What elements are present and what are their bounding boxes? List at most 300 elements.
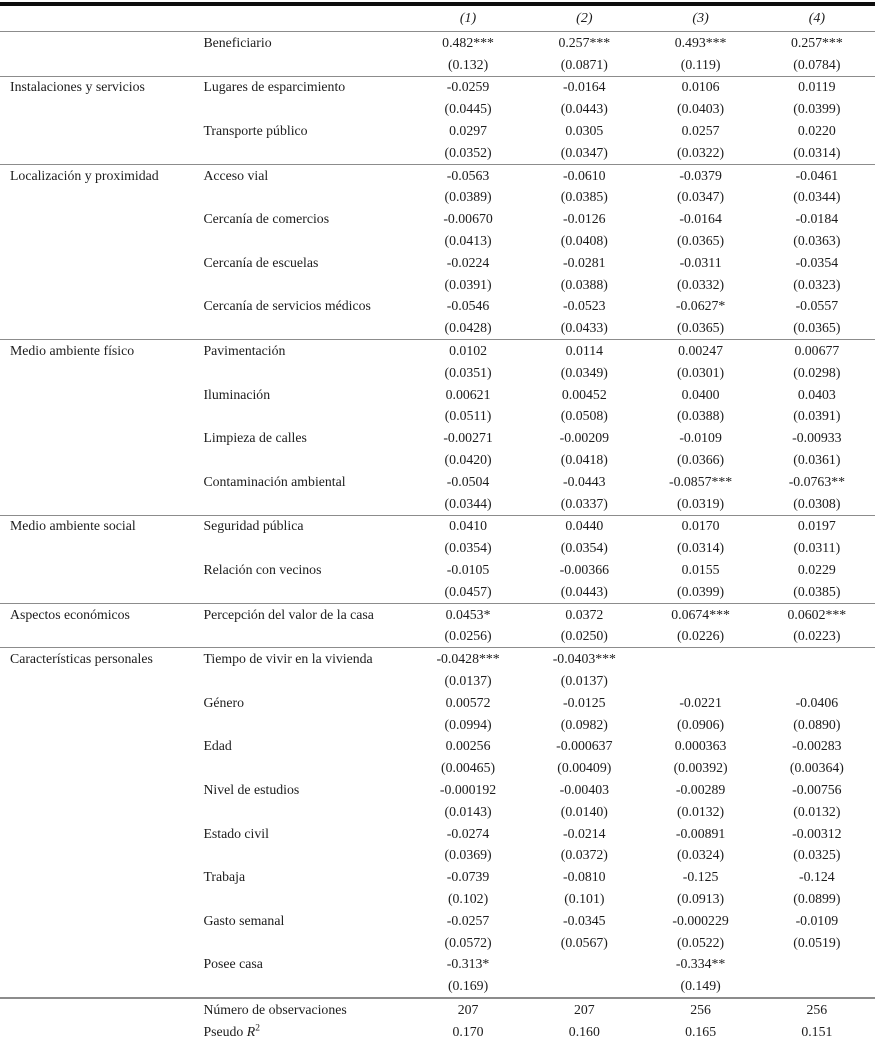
se-cell: (0.0365): [677, 233, 725, 249]
coef-cell: 0.0155: [681, 562, 720, 578]
coef-cell: -0.0224: [446, 254, 490, 270]
variable-cell: [195, 187, 409, 209]
se-cell: (0.0391): [444, 276, 492, 292]
se-cell: (0.0418): [560, 452, 608, 468]
coef-cell: -0.0763**: [788, 473, 846, 489]
se-cell: (0.0994): [444, 716, 492, 732]
se-cell: (0.169): [447, 978, 489, 994]
se-cell: (0.0391): [793, 408, 841, 424]
coef-cell: -0.000637: [556, 738, 613, 754]
stat-value-cell: 207: [410, 998, 526, 1021]
category-cell: [0, 910, 195, 932]
coef-cell: 0.00247: [642, 340, 758, 362]
se-cell: (0.0567): [560, 934, 608, 950]
stat-value-cell: 0.165: [685, 1023, 717, 1039]
variable-cell: [195, 844, 409, 866]
footer-stat-row: [0, 998, 875, 1021]
se-cell: (0.0352): [444, 144, 492, 160]
se-cell: (0.0365): [677, 320, 725, 336]
coef-cell: [759, 648, 875, 670]
coef-cell: -0.0523: [563, 298, 606, 314]
table-footer: [0, 998, 875, 1042]
category-cell: [0, 32, 195, 54]
coef-cell: 0.0102: [410, 340, 526, 362]
coef-row: [0, 340, 875, 362]
coef-cell: -0.0109: [679, 430, 722, 446]
se-row: [0, 581, 875, 603]
coef-cell: -0.0627*: [675, 298, 726, 314]
coef-cell: -0.0563: [410, 164, 526, 186]
se-row: [0, 230, 875, 252]
coef-row: [0, 296, 875, 318]
se-cell: [642, 670, 758, 692]
coef-cell: 0.0257: [681, 123, 720, 139]
variable-cell: [195, 449, 409, 471]
coef-cell: 0.0229: [797, 562, 836, 578]
se-row: [0, 406, 875, 428]
coef-cell: 0.0410: [410, 515, 526, 537]
category-cell: [0, 844, 195, 866]
se-cell: (0.0344): [793, 189, 841, 205]
coef-row: [0, 164, 875, 186]
se-cell: (0.0314): [793, 144, 841, 160]
variable-cell: [195, 230, 409, 252]
se-cell: (0.0366): [677, 452, 725, 468]
coef-cell: 0.00572: [445, 694, 491, 710]
se-cell: (0.0344): [444, 495, 492, 511]
se-cell: (0.149): [680, 978, 721, 994]
coef-row: [0, 648, 875, 670]
se-cell: [759, 975, 875, 998]
coef-cell: -0.000192: [439, 781, 497, 797]
coef-cell: -0.0610: [526, 164, 642, 186]
category-cell: [0, 406, 195, 428]
coef-row: [0, 603, 875, 625]
coef-cell: 0.00621: [445, 386, 491, 402]
category-cell: [0, 801, 195, 823]
se-row: [0, 757, 875, 779]
category-cell: Aspectos económicos: [0, 603, 195, 625]
variable-cell: Beneficiario: [203, 34, 272, 50]
coef-row: [0, 823, 875, 845]
se-cell: (0.0319): [677, 495, 725, 511]
se-cell: (0.0871): [560, 56, 608, 72]
category-cell: [0, 537, 195, 559]
coef-cell: 0.0170: [642, 515, 758, 537]
coef-cell: -0.0184: [795, 211, 839, 227]
coef-cell: [526, 953, 642, 975]
stat-label-cell: Pseudo $R^2$: [203, 1023, 260, 1039]
se-cell: (0.0420): [444, 452, 492, 468]
coef-cell: -0.0810: [563, 869, 606, 885]
stat-label-cell: Número de observaciones: [195, 998, 409, 1021]
coef-cell: -0.0406: [795, 694, 839, 710]
coef-cell: -0.00670: [443, 211, 493, 227]
se-row: [0, 493, 875, 515]
variable-cell: [195, 142, 409, 164]
category-cell: [0, 779, 195, 801]
se-cell: (0.0308): [793, 495, 841, 511]
se-cell: (0.0890): [793, 716, 841, 732]
coef-row: [0, 866, 875, 888]
coef-cell: -0.0164: [679, 211, 722, 227]
table-body: [0, 32, 875, 999]
coef-row: [0, 515, 875, 537]
se-cell: (0.0226): [677, 628, 725, 644]
coef-row: [0, 120, 875, 142]
variable-cell: Pavimentación: [195, 340, 409, 362]
se-cell: (0.132): [447, 56, 489, 72]
coef-cell: -0.0546: [446, 298, 490, 314]
coef-cell: -0.0274: [446, 825, 490, 841]
coef-row: [0, 427, 875, 449]
category-cell: [0, 975, 195, 998]
category-cell: [0, 559, 195, 581]
category-cell: [0, 932, 195, 954]
variable-cell: Lugares de esparcimiento: [195, 76, 409, 98]
stat-value-cell: 256: [759, 998, 875, 1021]
se-cell: (0.0399): [677, 583, 725, 599]
se-row: [0, 54, 875, 76]
variable-cell: [195, 274, 409, 296]
variable-cell: [195, 317, 409, 339]
se-cell: (0.0314): [677, 540, 725, 556]
se-cell: (0.0332): [677, 276, 725, 292]
coef-row: [0, 692, 875, 714]
se-cell: (0.0428): [444, 320, 492, 336]
se-cell: (0.0132): [677, 803, 725, 819]
coef-cell: 0.0119: [759, 76, 875, 98]
coef-cell: 0.0106: [642, 76, 758, 98]
coef-cell: 0.0403: [797, 386, 836, 402]
coef-cell: -0.0443: [563, 473, 606, 489]
category-cell: [0, 208, 195, 230]
variable-cell: Limpieza de calles: [203, 430, 307, 446]
variable-cell: [195, 626, 409, 648]
category-cell: [0, 449, 195, 471]
variable-cell: Acceso vial: [195, 164, 409, 186]
header-model-3: (3): [642, 4, 758, 32]
category-cell: [0, 888, 195, 910]
variable-cell: [195, 888, 409, 910]
se-cell: (0.0982): [560, 716, 608, 732]
category-cell: Medio ambiente físico: [0, 340, 195, 362]
se-cell: (0.0354): [560, 540, 608, 556]
category-cell: [0, 471, 195, 493]
se-cell: (0.0322): [677, 144, 725, 160]
coef-cell: -0.124: [799, 869, 835, 885]
category-cell: [0, 98, 195, 120]
coef-cell: -0.00271: [443, 430, 493, 446]
variable-cell: [195, 757, 409, 779]
coef-cell: -0.00933: [792, 430, 842, 446]
se-cell: (0.0388): [560, 276, 608, 292]
header-model-4: (4): [759, 4, 875, 32]
category-cell: [0, 581, 195, 603]
coef-cell: -0.0221: [679, 694, 722, 710]
variable-cell: Estado civil: [203, 825, 269, 841]
se-cell: (0.102): [447, 890, 489, 906]
se-cell: (0.0298): [793, 364, 841, 380]
category-cell: [0, 252, 195, 274]
coef-row: [0, 32, 875, 54]
coef-cell: 0.0602***: [759, 603, 875, 625]
header-model-2: (2): [526, 4, 642, 32]
stat-value-cell: 0.160: [568, 1023, 600, 1039]
se-cell: (0.0385): [560, 189, 608, 205]
se-row: [0, 888, 875, 910]
coef-cell: -0.334**: [675, 956, 726, 972]
se-cell: (0.0323): [793, 276, 841, 292]
coef-cell: [642, 648, 758, 670]
coef-cell: 0.0220: [797, 123, 836, 139]
se-cell: (0.0519): [793, 934, 841, 950]
header-model-1: (1): [410, 4, 526, 32]
coef-cell: 0.0674***: [642, 603, 758, 625]
coef-cell: -0.0403***: [526, 648, 642, 670]
se-cell: (0.0250): [560, 628, 608, 644]
se-cell: (0.0324): [677, 847, 725, 863]
variable-cell: Posee casa: [203, 956, 263, 972]
category-cell: [0, 493, 195, 515]
variable-cell: Cercanía de servicios médicos: [203, 298, 371, 314]
se-cell: (0.0413): [444, 233, 492, 249]
variable-cell: [195, 98, 409, 120]
se-row: [0, 274, 875, 296]
coef-row: [0, 252, 875, 274]
variable-cell: [195, 406, 409, 428]
coef-row: [0, 76, 875, 98]
se-cell: (0.0388): [677, 408, 725, 424]
category-cell: [0, 274, 195, 296]
coef-cell: -0.00891: [675, 825, 726, 841]
se-cell: (0.0443): [560, 583, 608, 599]
stat-value-cell: 0.170: [452, 1023, 484, 1039]
category-cell: [0, 120, 195, 142]
category-cell: [0, 317, 195, 339]
coef-cell: -0.0345: [563, 912, 606, 928]
coef-cell: -0.00289: [675, 781, 726, 797]
se-row: [0, 626, 875, 648]
variable-cell: [195, 537, 409, 559]
coef-cell: -0.00312: [792, 825, 842, 841]
variable-cell: [195, 975, 409, 998]
se-row: [0, 537, 875, 559]
stat-value-cell: 207: [526, 998, 642, 1021]
variable-cell: Percepción del valor de la casa: [195, 603, 409, 625]
se-cell: (0.0311): [793, 540, 841, 556]
se-cell: (0.0572): [444, 934, 492, 950]
se-cell: (0.0337): [560, 495, 608, 511]
variable-cell: Gasto semanal: [203, 912, 285, 928]
se-row: [0, 975, 875, 998]
se-cell: (0.0354): [444, 540, 492, 556]
coef-cell: -0.0257: [446, 912, 490, 928]
variable-cell: Género: [203, 694, 245, 710]
category-cell: [0, 362, 195, 384]
coef-cell: 0.00452: [561, 386, 607, 402]
se-cell: (0.0399): [793, 101, 841, 117]
category-cell: [0, 998, 195, 1021]
se-row: [0, 449, 875, 471]
coef-row: [0, 910, 875, 932]
coef-row: [0, 779, 875, 801]
coef-cell: -0.313*: [446, 956, 490, 972]
coef-cell: 0.0305: [565, 123, 604, 139]
se-cell: (0.0363): [793, 233, 841, 249]
se-cell: (0.00465): [441, 760, 496, 776]
variable-cell: [195, 932, 409, 954]
variable-cell: Relación con vecinos: [203, 562, 322, 578]
coef-cell: -0.0164: [526, 76, 642, 98]
category-cell: [0, 230, 195, 252]
coef-row: [0, 208, 875, 230]
se-row: [0, 187, 875, 209]
category-cell: [0, 670, 195, 692]
coef-cell: 0.482***: [442, 34, 494, 50]
se-cell: (0.0457): [444, 583, 492, 599]
variable-cell: [195, 493, 409, 515]
coef-cell: -0.00366: [559, 562, 610, 578]
category-cell: [0, 54, 195, 76]
stat-value-cell: 0.151: [801, 1023, 833, 1039]
variable-cell: [195, 801, 409, 823]
se-cell: (0.0143): [444, 803, 492, 819]
variable-cell: [195, 670, 409, 692]
se-row: [0, 362, 875, 384]
category-cell: [0, 1021, 195, 1042]
coef-row: [0, 736, 875, 758]
coef-cell: -0.0857***: [668, 473, 733, 489]
coef-cell: 0.257***: [790, 34, 843, 50]
coef-cell: 0.0453*: [410, 603, 526, 625]
se-cell: (0.00409): [557, 760, 612, 776]
coef-cell: -0.00283: [792, 738, 842, 754]
category-cell: [0, 626, 195, 648]
category-cell: [0, 757, 195, 779]
se-cell: (0.0223): [793, 628, 841, 644]
category-cell: [0, 714, 195, 736]
se-cell: (0.00392): [673, 760, 728, 776]
se-cell: (0.0508): [560, 408, 608, 424]
variable-cell: Nivel de estudios: [203, 781, 300, 797]
se-cell: (0.0365): [793, 320, 841, 336]
se-row: [0, 844, 875, 866]
stat-value-cell: 256: [642, 998, 758, 1021]
se-row: [0, 142, 875, 164]
se-row: [0, 317, 875, 339]
category-cell: [0, 823, 195, 845]
se-cell: (0.0443): [560, 101, 608, 117]
category-cell: [0, 427, 195, 449]
coef-cell: 0.0114: [526, 340, 642, 362]
variable-cell: [195, 714, 409, 736]
coef-cell: 0.0440: [526, 515, 642, 537]
variable-cell: Iluminación: [203, 386, 271, 402]
variable-cell: [195, 581, 409, 603]
coef-cell: -0.0354: [795, 254, 839, 270]
se-cell: (0.0351): [444, 364, 492, 380]
variable-cell: [195, 362, 409, 384]
se-cell: [759, 670, 875, 692]
se-cell: (0.0385): [793, 583, 841, 599]
variable-cell: Cercanía de escuelas: [203, 254, 319, 270]
category-cell: Instalaciones y servicios: [0, 76, 195, 98]
coef-cell: -0.125: [682, 869, 719, 885]
se-cell: (0.0137): [560, 673, 608, 688]
se-row: [0, 98, 875, 120]
se-cell: (0.0784): [793, 56, 841, 72]
coef-cell: -0.0739: [446, 869, 490, 885]
coef-cell: 0.0197: [759, 515, 875, 537]
se-cell: (0.0511): [444, 408, 492, 424]
table-header: [0, 4, 875, 32]
coef-cell: 0.0297: [449, 123, 488, 139]
coef-cell: -0.0126: [563, 211, 606, 227]
se-cell: (0.0899): [793, 890, 841, 906]
coef-row: [0, 953, 875, 975]
se-cell: (0.0140): [560, 803, 608, 819]
header-variable-cell: [195, 4, 409, 32]
regression-results-table: [0, 2, 875, 1042]
coef-cell: 0.257***: [558, 34, 611, 50]
coef-cell: 0.0372: [526, 603, 642, 625]
se-cell: (0.0913): [677, 890, 725, 906]
se-cell: (0.0433): [560, 320, 608, 336]
se-row: [0, 801, 875, 823]
coef-cell: 0.0400: [681, 386, 720, 402]
coef-cell: -0.00756: [792, 781, 842, 797]
category-cell: [0, 142, 195, 164]
se-row: [0, 670, 875, 692]
se-cell: (0.0347): [677, 189, 725, 205]
coef-cell: -0.00403: [559, 781, 610, 797]
se-cell: (0.0361): [793, 452, 841, 468]
category-cell: [0, 953, 195, 975]
category-cell: Medio ambiente social: [0, 515, 195, 537]
coef-row: [0, 384, 875, 406]
se-cell: (0.0906): [677, 716, 725, 732]
se-cell: (0.0325): [793, 847, 841, 863]
se-cell: (0.0389): [444, 189, 492, 205]
coef-cell: -0.0259: [410, 76, 526, 98]
coef-cell: 0.493***: [674, 34, 727, 50]
category-cell: [0, 866, 195, 888]
header-category-cell: [0, 4, 195, 32]
footer-stat-row: [0, 1021, 875, 1042]
se-cell: (0.0132): [793, 803, 841, 819]
coef-row: [0, 471, 875, 493]
category-cell: Localización y proximidad: [0, 164, 195, 186]
se-cell: [526, 975, 642, 998]
coef-cell: 0.00677: [759, 340, 875, 362]
se-row: [0, 714, 875, 736]
se-cell: (0.0349): [560, 364, 608, 380]
coef-cell: -0.0125: [563, 694, 606, 710]
se-cell: (0.0256): [444, 628, 492, 644]
variable-cell: Cercanía de comercios: [203, 211, 330, 227]
category-cell: [0, 384, 195, 406]
coef-cell: -0.00209: [559, 430, 610, 446]
se-cell: (0.101): [564, 890, 605, 906]
variable-cell: Tiempo de vivir en la vivienda: [195, 648, 409, 670]
coef-cell: -0.0557: [795, 298, 839, 314]
category-cell: [0, 296, 195, 318]
variable-cell: Transporte público: [203, 123, 308, 139]
se-row: [0, 932, 875, 954]
coef-cell: -0.0428***: [410, 648, 526, 670]
coef-cell: -0.0281: [563, 254, 606, 270]
